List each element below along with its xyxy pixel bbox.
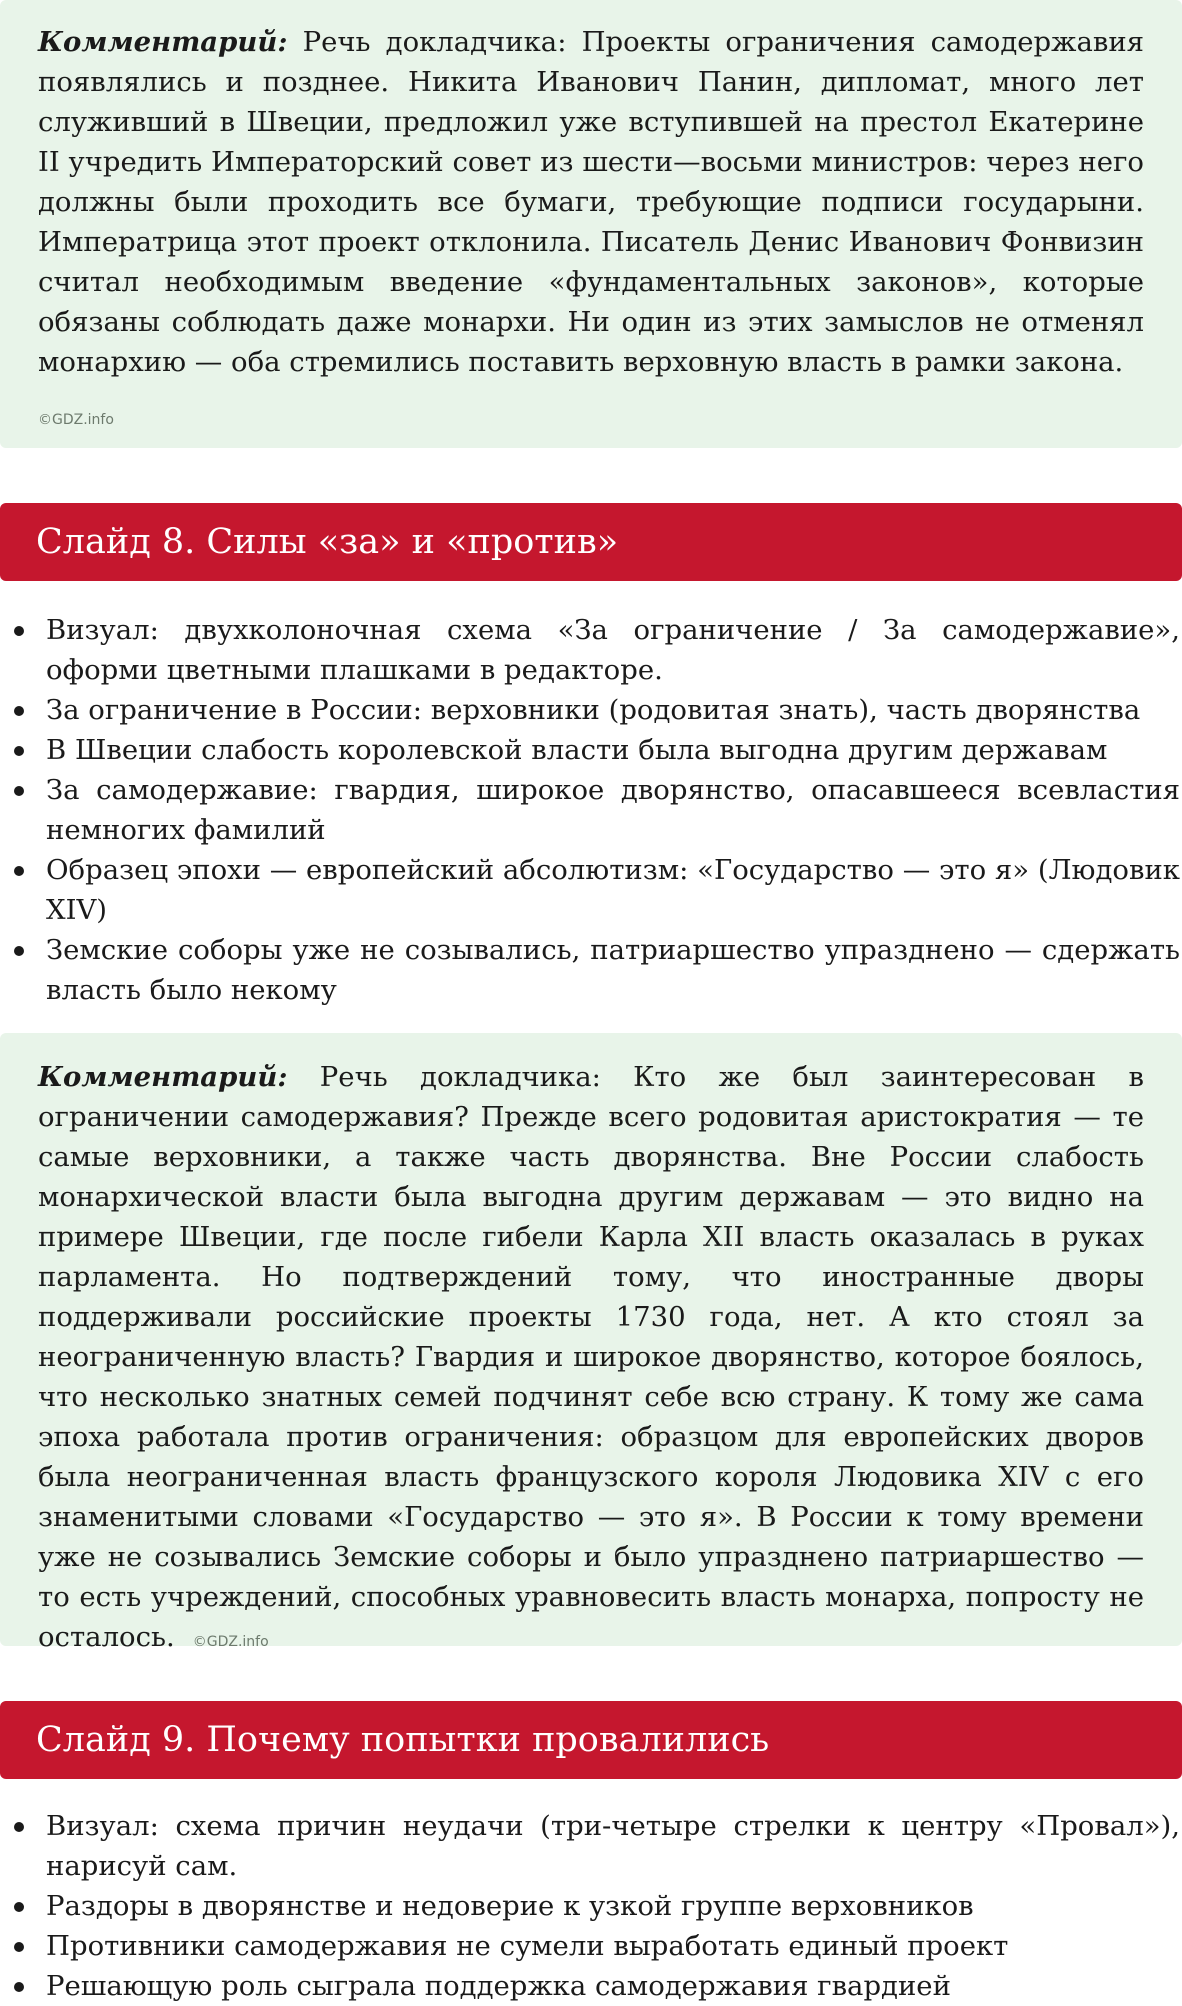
bullet-dot-icon [14, 786, 24, 796]
comment-box-slide7 [0, 0, 1182, 448]
comment-paragraph [38, 22, 1144, 382]
bullet-dot-icon [14, 1982, 24, 1992]
slide-8-bullet-list [0, 610, 1182, 1010]
bullet-text: Визуал: двухколоночная схема «За ограничение / За самодержавие», оформи цветными плашками в редакторе. [46, 614, 1180, 686]
bullet-item [0, 1886, 1182, 1926]
bullet-text: Земские соборы уже не созывались, патриаршество упразднено — сдержать власть было некому [46, 934, 1180, 1006]
bullet-text: В Швеции слабость королевской власти была выгодна другим державам [46, 734, 1108, 766]
bullet-text: Визуал: схема причин неудачи (три-четыре стрелки к центру «Провал»), нарисуй сам. [46, 1810, 1180, 1882]
comment-body: Речь докладчика: Кто же был заинтересован в ограничении самодержавия? Прежде всего родовитая аристократия — те самые верховники, а также часть дворянства. Вне России слабость монархической власти была выгодна другим державам — это видно на примере Швеции, где после гибели Карла XII власть оказалась в руках парламента. Но подтверждений тому, что иностранные дворы поддерживали российские проекты 1730 года, нет. А кто стоял за неограниченную власть? Гвардия и широкое дворянство, которое боялось, что несколько знатных семей подчинят себе всю страну. К тому же сама эпоха работала против ограничения: образцом для европейских дворов была неограниченная власть французского короля Людовика XIV с его знаменитыми словами «Государство — это я». В России к тому времени уже не созывались Земские соборы и было упразднено патриаршество — то есть учреждений, способных уравновесить власть монарха, попросту не осталось. [38, 1061, 1144, 1653]
slide-9-header: Слайд 9. Почему попытки провалились [0, 1701, 1182, 1779]
bullet-text: Противники самодержавия не сумели выработать единый проект [46, 1930, 1009, 1962]
bullet-dot-icon [14, 706, 24, 716]
bullet-dot-icon [14, 946, 24, 956]
bullet-item [0, 730, 1182, 770]
comment-label: Комментарий: [38, 26, 288, 58]
bullet-item [0, 930, 1182, 1010]
copyright-mark: ©GDZ.info [192, 1634, 269, 1650]
bullet-item [0, 850, 1182, 930]
bullet-text: За ограничение в России: верховники (родовитая знать), часть дворянства [46, 694, 1141, 726]
bullet-item [0, 1806, 1182, 1886]
bullet-item [0, 690, 1182, 730]
bullet-dot-icon [14, 866, 24, 876]
bullet-dot-icon [14, 1942, 24, 1952]
slide-9-bullet-list [0, 1806, 1182, 2006]
bullet-item [0, 610, 1182, 690]
bullet-text: Раздоры в дворянстве и недоверие к узкой группе верховников [46, 1890, 974, 1922]
comment-body: Речь докладчика: Проекты ограничения самодержавия появлялись и позднее. Никита Иванович Панин, дипломат, много лет служивший в Швеции, предложил уже вступившей на престол Екатерине II учредить Императорский совет из шести—восьми министров: через него должны были проходить все бумаги, требующие подписи государыни. Императрица этот проект отклонила. Писатель Денис Иванович Фонвизин считал необходимым введение «фундаментальных законов», которые обязаны соблюдать даже монархи. Ни один из этих замыслов не отменял монархию — оба стремились поставить верховную власть в рамки закона. [38, 26, 1144, 378]
bullet-text: Решающую роль сыграла поддержка самодержавия гвардией [46, 1970, 951, 2002]
bullet-text: За самодержавие: гвардия, широкое дворянство, опасавшееся всевластия немногих фамилий [46, 774, 1180, 846]
comment-label: Комментарий: [38, 1061, 288, 1093]
bullet-item [0, 1966, 1182, 2006]
bullet-item [0, 770, 1182, 850]
comment-paragraph [38, 1057, 1144, 1662]
copyright-mark: ©GDZ.info [38, 412, 114, 428]
bullet-item [0, 1926, 1182, 1966]
bullet-dot-icon [14, 626, 24, 636]
bullet-text: Образец эпохи — европейский абсолютизм: «Государство — это я» (Людовик XIV) [46, 854, 1180, 926]
slide-8-header: Слайд 8. Силы «за» и «против» [0, 503, 1182, 581]
bullet-dot-icon [14, 1822, 24, 1832]
bullet-dot-icon [14, 1902, 24, 1912]
bullet-dot-icon [14, 746, 24, 756]
comment-box-slide8 [0, 1033, 1182, 1653]
